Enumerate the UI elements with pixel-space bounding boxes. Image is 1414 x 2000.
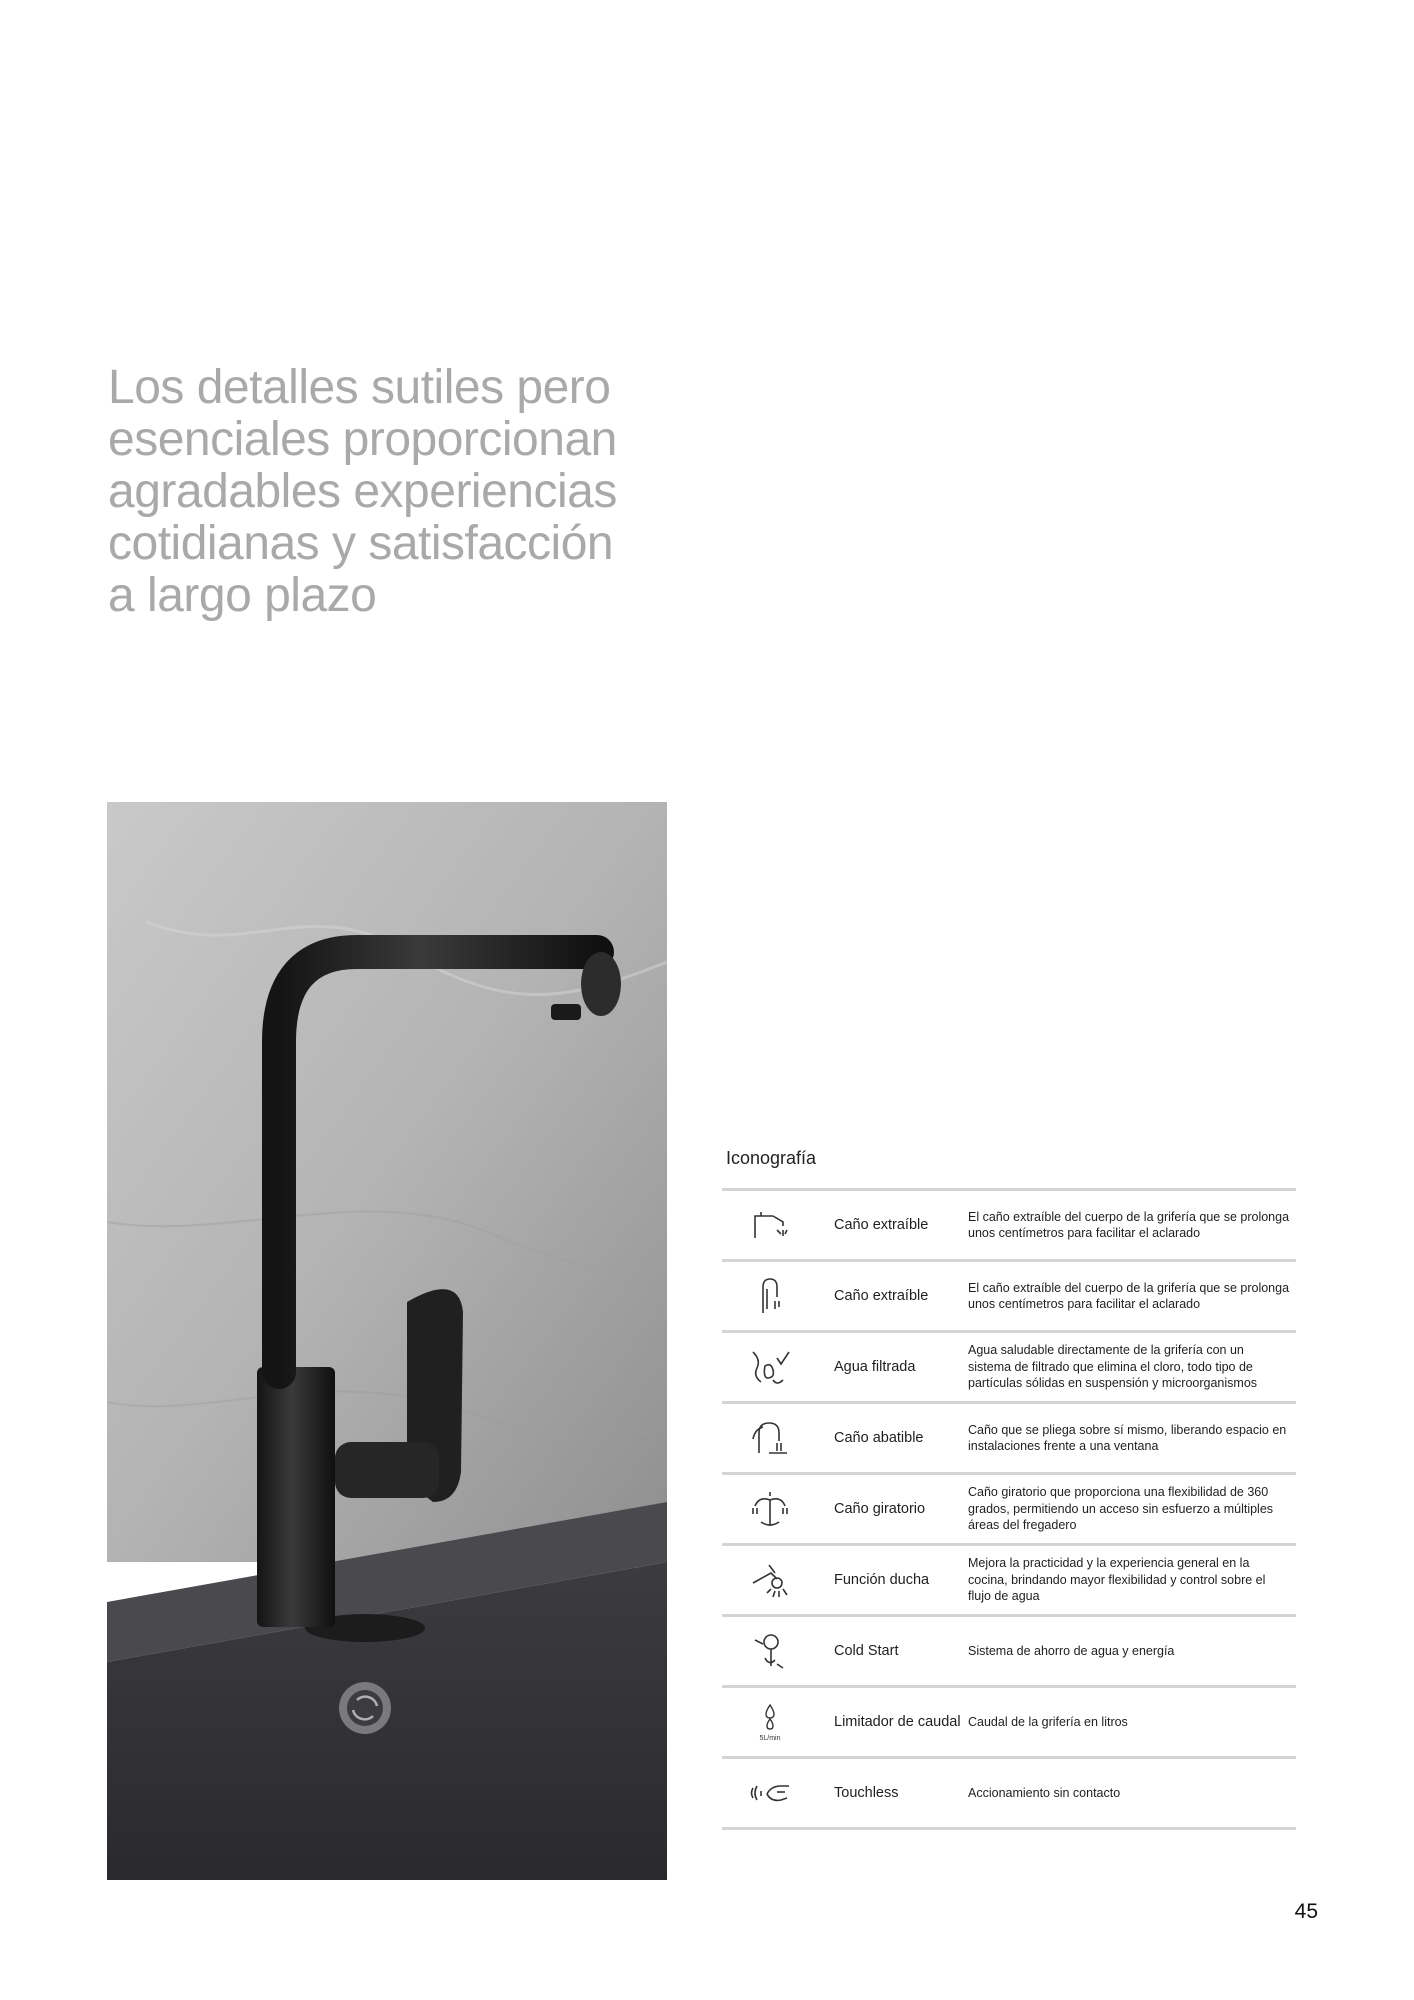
feature-description: El caño extraíble del cuerpo de la grifería que se prolonga unos centímetros para facilitar el aclarado: [968, 1209, 1290, 1240]
feature-description: Caño giratorio que proporciona una flexibilidad de 360 grados, permitiendo un acceso sin esfuerzo a múltiples áreas del fregadero: [968, 1485, 1274, 1533]
feature-name: Agua filtrada: [834, 1359, 916, 1375]
feature-description: Sistema de ahorro de agua y energía: [968, 1643, 1175, 1658]
feature-name: Caño extraíble: [834, 1288, 929, 1304]
row-gap: [816, 1759, 832, 1827]
row-gap: [816, 1475, 832, 1543]
iconography-row: [722, 1475, 1296, 1546]
feature-description: Agua saludable directamente de la grifería con un sistema de filtrado que elimina el cloro, todo tipo de partículas sólidas en suspensión y microorganismos: [968, 1343, 1258, 1391]
row-gap: [816, 1617, 832, 1685]
iconography-title: Iconografía: [726, 1148, 817, 1168]
pull-out-spout-icon: [722, 1191, 818, 1259]
headline: [108, 362, 688, 622]
cold-start-icon: [722, 1617, 818, 1685]
shower-function-icon: [722, 1546, 818, 1614]
filtered-water-icon: [722, 1333, 818, 1401]
feature-description: Caudal de la grifería en litros: [968, 1714, 1128, 1729]
feature-description: Accionamiento sin contacto: [968, 1785, 1121, 1800]
row-gap: [816, 1404, 832, 1472]
iconography-row: [722, 1191, 1296, 1262]
iconography-row: [722, 1546, 1296, 1617]
row-gap: [816, 1191, 832, 1259]
feature-name: Limitador de caudal: [834, 1714, 961, 1730]
page-number: 45: [1294, 1900, 1318, 1923]
iconography-row: [722, 1617, 1296, 1688]
iconography-row: [722, 1262, 1296, 1333]
touchless-icon: [722, 1759, 818, 1827]
iconography-row: [722, 1333, 1296, 1404]
feature-name: Caño abatible: [834, 1430, 924, 1446]
iconography-table: [722, 1188, 1296, 1830]
flow-limiter-text: 5L/min: [759, 1735, 781, 1742]
feature-name: Cold Start: [834, 1643, 899, 1659]
flow-limiter-icon: [722, 1688, 818, 1756]
feature-name: Caño extraíble: [834, 1217, 929, 1233]
headline-line: Los detalles sutiles pero: [108, 361, 611, 414]
row-gap: [816, 1333, 832, 1401]
iconography-row: [722, 1404, 1296, 1475]
iconography-section: [722, 1143, 1296, 1830]
feature-name: Touchless: [834, 1785, 899, 1801]
iconography-row: [722, 1759, 1296, 1830]
row-gap: [816, 1546, 832, 1614]
headline-line: a largo plazo: [108, 569, 377, 622]
headline-line: cotidianas y satisfacción: [108, 517, 614, 570]
headline-line: agradables experiencias: [108, 465, 617, 518]
feature-description: Caño que se pliega sobre sí mismo, liberando espacio en instalaciones frente a una ventana: [968, 1422, 1287, 1453]
swivel-spout-icon: [722, 1475, 818, 1543]
iconography-row: [722, 1688, 1296, 1759]
feature-name: Función ducha: [834, 1572, 930, 1588]
feature-description: El caño extraíble del cuerpo de la grifería que se prolonga unos centímetros para facilitar el aclarado: [968, 1280, 1290, 1311]
row-gap: [816, 1688, 832, 1756]
row-gap: [816, 1262, 832, 1330]
headline-line: esenciales proporcionan: [108, 413, 617, 466]
feature-description: Mejora la practicidad y la experiencia general en la cocina, brindando mayor flexibilidad y control sobre el flujo de agua: [968, 1556, 1266, 1604]
faucet-photo: [107, 802, 667, 1880]
pull-down-spout-icon: [722, 1262, 818, 1330]
folding-spout-icon: [722, 1404, 818, 1472]
feature-name: Caño giratorio: [834, 1501, 926, 1517]
